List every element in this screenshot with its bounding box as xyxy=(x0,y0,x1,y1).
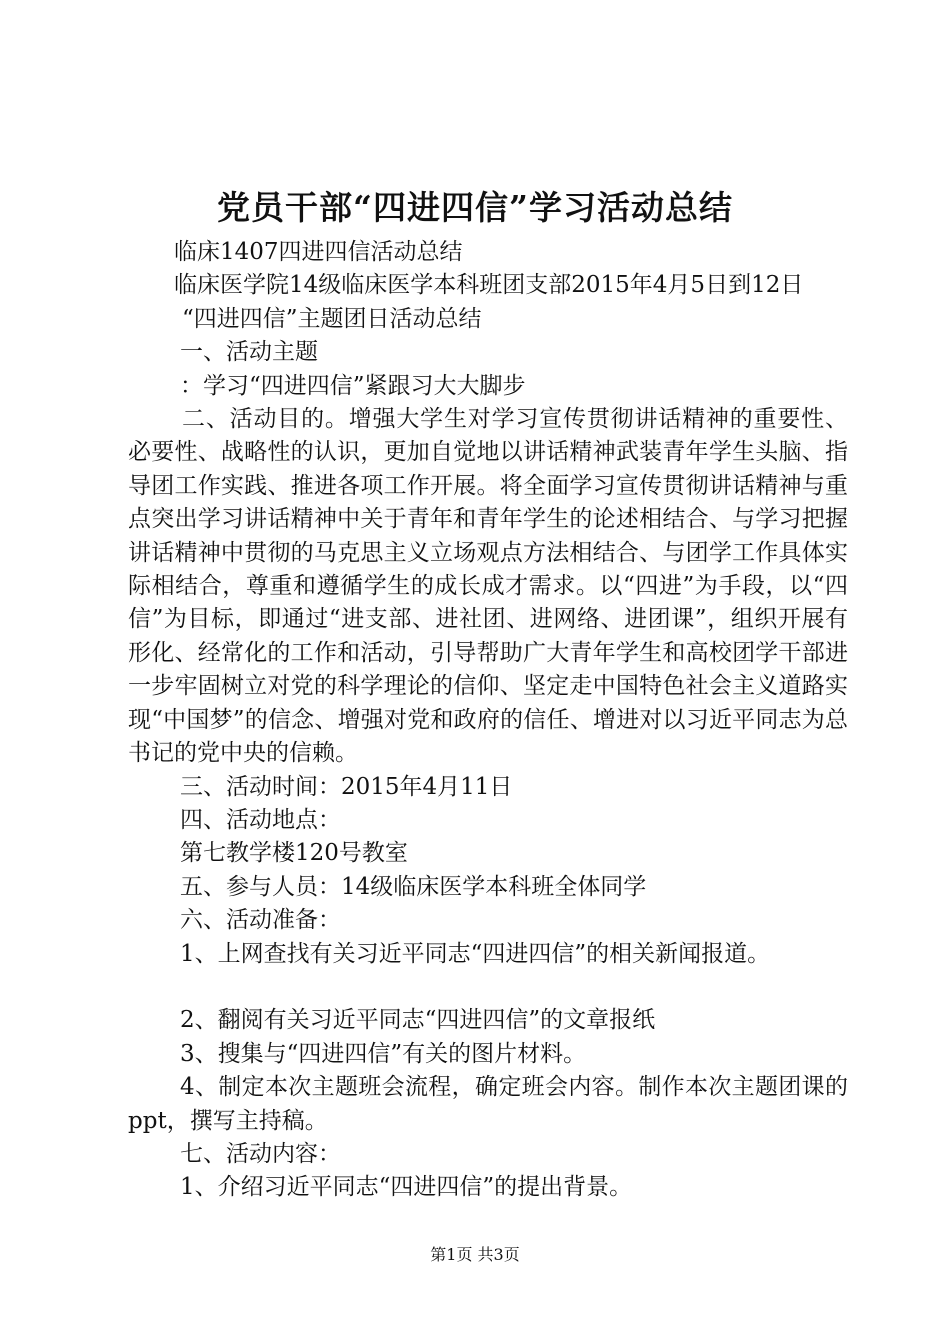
paragraph-section-6-heading: 六、活动准备： xyxy=(180,907,341,934)
paragraph-class-summary-heading: 临床1407四进四信活动总结 xyxy=(174,239,463,265)
paragraph-section-4-location: 第七教学楼120号教室 xyxy=(180,840,408,867)
paragraph-prep-item-4: 4、制定本次主题班会流程，确定班会内容。制作本次主题团课的ppt，撰写主持稿。 xyxy=(128,1074,848,1134)
paragraph-prep-item-2: 2、翻阅有关习近平同志“四进四信”的文章报纸 xyxy=(180,1007,656,1034)
page-footer: 第1页 共3页 xyxy=(430,1245,520,1264)
paragraph-section-2-purpose: 二、活动目的。增强大学生对学习宣传贯彻讲话精神的重要性、必要性、战略性的认识，更加自觉地以讲话精神武装青年学生头脑、指导团工作实践、推进各项工作开展。将全面学习宣传贯彻讲话精神与重点突出学习讲话精神中关于青年和青年学生的论述相结合、与学习把握讲话精神中贯彻的马克思主义立场观点方法相结合、与团学工作具体实际相结合，尊重和遵循学生的成长成才需求。以“四进”为手段，以“四信”为目标，即通过“进支部、进社团、进网络、进团课”，组织开展有形化、经常化的工作和活动，引导帮助广大青年学生和高校团学干部进一步牢固树立对党的科学理论的信仰、坚定走中国特色社会主义道路实现“中国梦”的信念、增强对党和政府的信任、增进对以习近平同志为总书记的党中央的信赖。 xyxy=(128,406,848,767)
paragraph-section-1-heading: 一、活动主题 xyxy=(180,339,318,366)
paragraph-section-3-time: 三、活动时间：2015年4月11日 xyxy=(180,773,513,800)
paragraph-section-1-content: ：学习“四进四信”紧跟习大大脚步 xyxy=(180,372,526,399)
paragraph-section-5-participants: 五、参与人员：14级临床医学本科班全体同学 xyxy=(180,873,647,900)
blank-line xyxy=(128,971,848,1004)
paragraph-section-7-heading: 七、活动内容： xyxy=(180,1140,341,1167)
paragraph-branch-date: 临床医学院14级临床医学本科班团支部2015年4月5日到12日 xyxy=(174,272,804,299)
paragraph-theme-day-summary: “四进四信”主题团日活动总结 xyxy=(182,305,482,332)
document-title: 党员干部“四进四信”学习活动总结 xyxy=(217,188,733,227)
paragraph-prep-item-3: 3、搜集与“四进四信”有关的图片材料。 xyxy=(180,1040,587,1067)
document-body xyxy=(128,236,848,1205)
paragraph-content-item-1: 1、介绍习近平同志“四进四信”的提出背景。 xyxy=(180,1174,633,1201)
paragraph-section-4-heading: 四、活动地点： xyxy=(180,806,341,833)
paragraph-prep-item-1: 1、上网查找有关习近平同志“四进四信”的相关新闻报道。 xyxy=(180,940,771,967)
